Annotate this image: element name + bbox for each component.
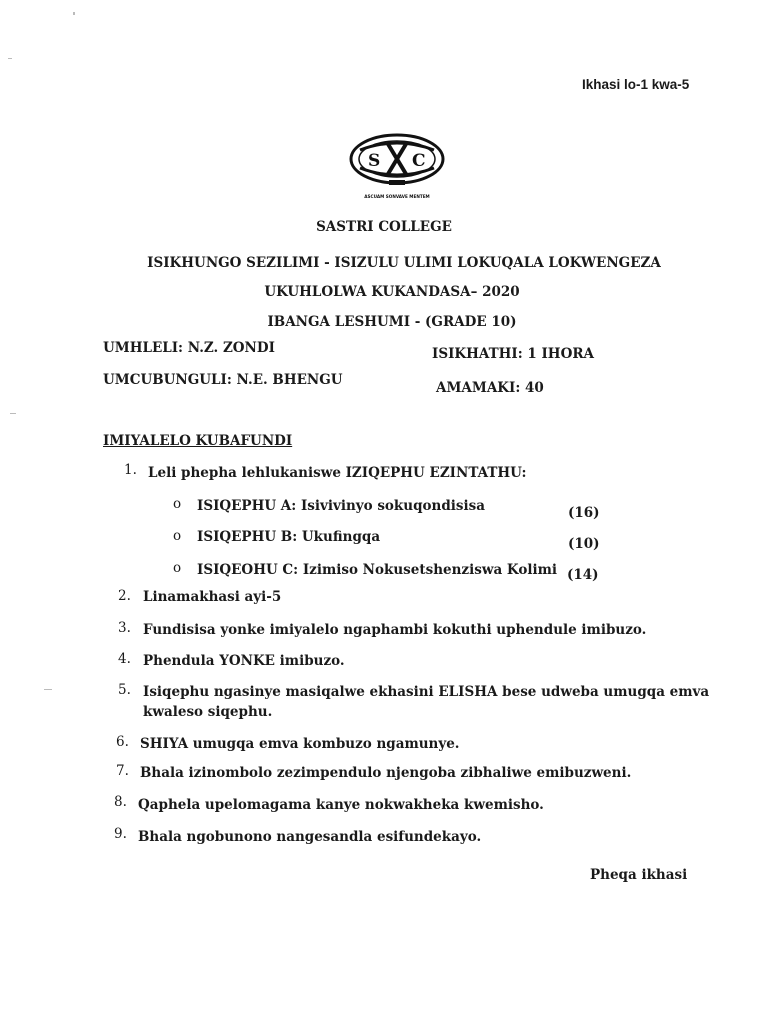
scan-speck (8, 58, 12, 59)
instruction-number: 6. (116, 734, 129, 750)
instruction-text: Fundisisa yonke imiyalelo ngaphambi kokuthi uphendule imibuzo. (143, 622, 647, 638)
grade-title: IBANGA LESHUMI - (GRADE 10) (267, 314, 517, 330)
instruction-number: 2. (118, 588, 131, 604)
scan-speck (10, 413, 16, 414)
exam-title: UKUHLOLWA KUKANDASA– 2020 (264, 284, 520, 300)
crest-letter-c: C (412, 151, 426, 171)
section-marks: (10) (568, 536, 600, 552)
section-bullet: o (173, 528, 182, 544)
instruction-text: Leli phepha lehlukaniswe IZIQEPHU EZINTATHU: (148, 465, 527, 481)
setter-label: UMHLELI: N.Z. ZONDI (103, 340, 275, 356)
section-marks: (14) (567, 567, 599, 583)
instruction-text: Qaphela upelomagama kanye nokwakheka kwemisho. (138, 797, 544, 813)
section-text: ISIQEPHU B: Ukufingqa (197, 529, 381, 545)
moderator-label: UMCUBUNGULI: N.E. BHENGU (103, 372, 343, 388)
instruction-text: Bhala ngobunono nangesandla esifundekayo. (138, 829, 482, 845)
instruction-number: 9. (114, 826, 127, 842)
school-name: SASTRI COLLEGE (316, 219, 452, 235)
time-label: ISIKHATHI: 1 IHORA (432, 346, 595, 362)
instruction-number: 5. (118, 682, 131, 698)
crest-motto: ASCUAM SONVAVE MENTEM (364, 194, 430, 199)
page-number-label: Ikhasi lo-1 kwa-5 (582, 77, 690, 92)
crest-letter-s: S (368, 151, 381, 171)
instruction-number: 3. (118, 620, 131, 636)
subject-title: ISIKHUNGO SEZILIMI - ISIZULU ULIMI LOKUQALA LOKWENGEZA (147, 255, 661, 271)
turn-page-note: Pheqa ikhasi (590, 867, 688, 883)
instruction-number: 8. (114, 794, 127, 810)
marks-label: AMAMAKI: 40 (436, 380, 544, 396)
scan-speck (44, 689, 52, 690)
section-bullet: o (173, 496, 182, 512)
school-crest-logo (346, 132, 448, 204)
instruction-text: Bhala izinombolo zezimpendulo njengoba zibhaliwe emibuzweni. (140, 765, 632, 781)
scan-speck (73, 12, 75, 15)
instruction-text: Isiqephu ngasinye masiqalwe ekhasini ELISHA bese udweba umugqa emva (143, 684, 710, 700)
instruction-text-continued: kwaleso siqephu. (143, 704, 273, 720)
instruction-text: Phendula YONKE imibuzo. (143, 653, 345, 669)
section-text: ISIQEOHU C: Izimiso Nokusetshenziswa Kolimi (197, 562, 558, 578)
section-text: ISIQEPHU A: Isivivinyo sokuqondisisa (197, 498, 485, 514)
instructions-heading: IMIYALELO KUBAFUNDI (103, 433, 293, 449)
section-bullet: o (173, 560, 182, 576)
instruction-number: 7. (116, 763, 129, 779)
instruction-text: Linamakhasi ayi-5 (143, 589, 282, 605)
instruction-number: 1. (124, 462, 137, 478)
instruction-number: 4. (118, 651, 131, 667)
instruction-text: SHIYA umugqa emva kombuzo ngamunye. (140, 736, 460, 752)
section-marks: (16) (568, 505, 600, 521)
